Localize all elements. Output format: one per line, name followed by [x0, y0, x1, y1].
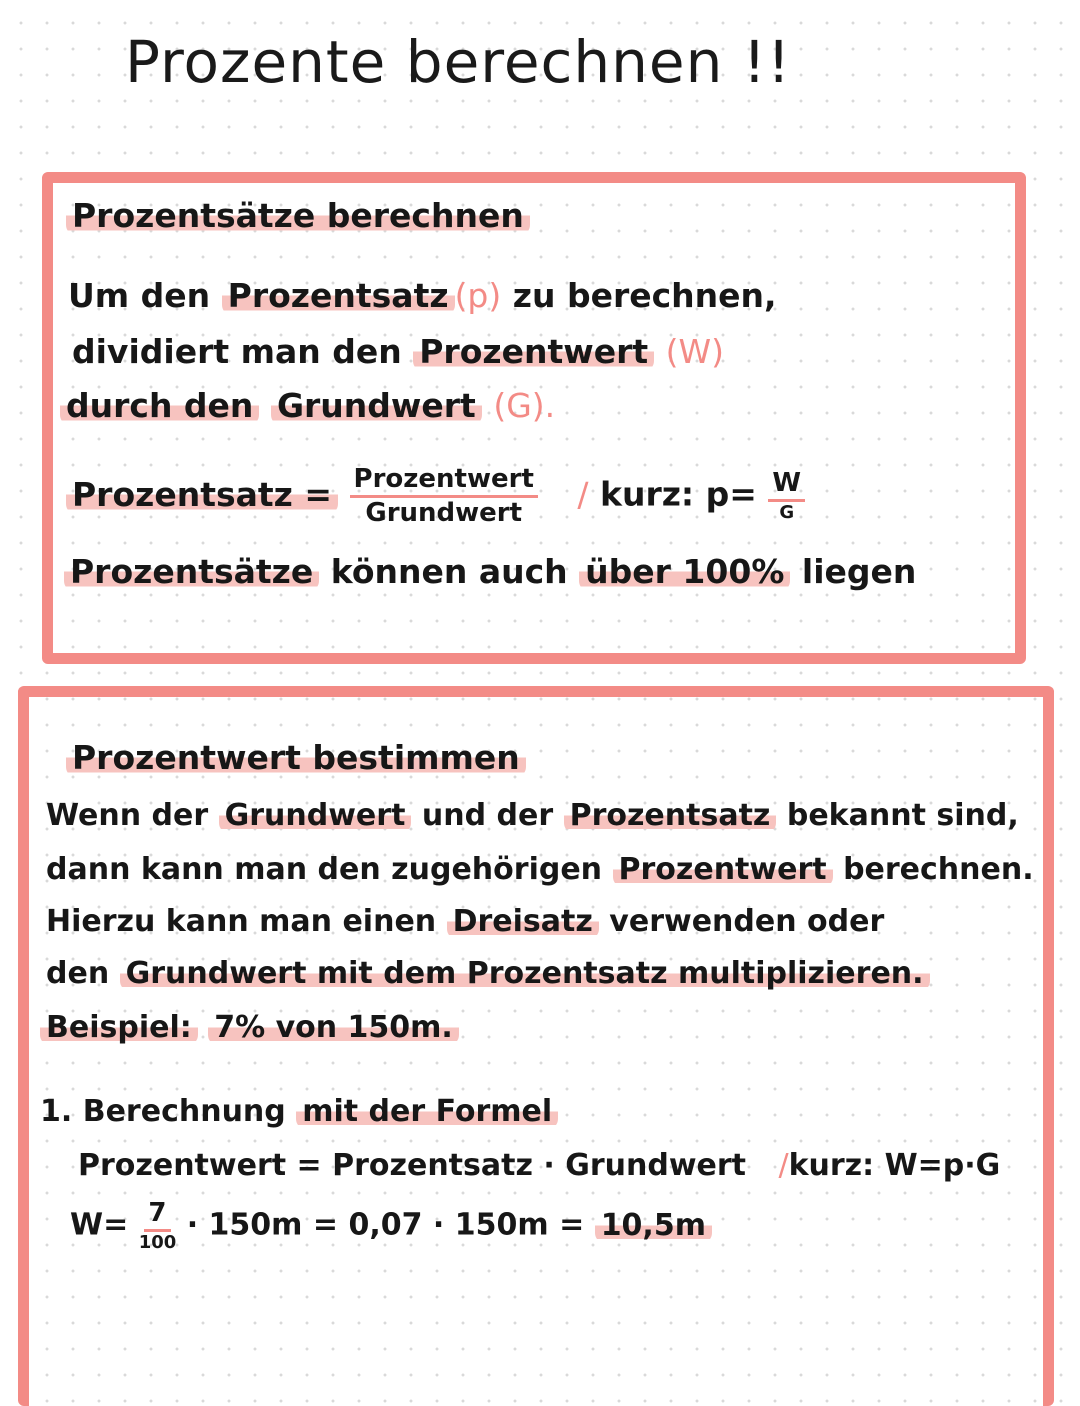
section1-formula: Prozentsatz = $\frac{\text{Prozentwert}}{\text{Grundwert}}$ / kurz: p= $\frac{W}{G}$ [66, 466, 805, 526]
formula-fraction: $\frac{\text{Prozentwert}}{\text{Grundwert}}$ [350, 466, 538, 526]
section-box-prozentwert [18, 686, 1054, 1406]
short-fraction: $\frac{W}{G}$ [768, 470, 805, 522]
section1-heading: Prozentsätze berechnen [66, 196, 530, 235]
section1-line2: dividiert man den Prozentwert (W) [72, 332, 725, 371]
calc-fraction: $\frac{7}{100}$ [138, 1198, 177, 1253]
section2-line4: den Grundwert mit dem Prozentsatz multiplizieren. [46, 956, 930, 991]
section1-line3: durch den Grundwert (G). [60, 386, 555, 425]
section2-line1: Wenn der Grundwert und der Prozentsatz bekannt sind, [46, 798, 1019, 833]
section2-heading: Prozentwert bestimmen [66, 738, 526, 777]
section2-example: Beispiel: 7% von 150m. [40, 1010, 459, 1045]
method1-formula: Prozentwert = Prozentsatz · Grundwert /kurz: W=p·G [78, 1148, 1001, 1183]
section1-line1: Um den Prozentsatz (p) zu berechnen, [68, 276, 777, 315]
section1-note: Prozentsätze können auch über 100% liegen [64, 552, 916, 591]
page-title: Prozente berechnen !! [125, 28, 792, 96]
section2-line3: Hierzu kann man einen Dreisatz verwenden oder [46, 904, 885, 939]
method1-calculation: W= $\frac{7}{100}$ · 150m = 0,07 · 150m = 10,5m [70, 1200, 712, 1252]
method1-heading: 1. Berechnung mit der Formel [40, 1094, 558, 1129]
section2-line2: dann kann man den zugehörigen Prozentwert berechnen. [46, 852, 1034, 887]
